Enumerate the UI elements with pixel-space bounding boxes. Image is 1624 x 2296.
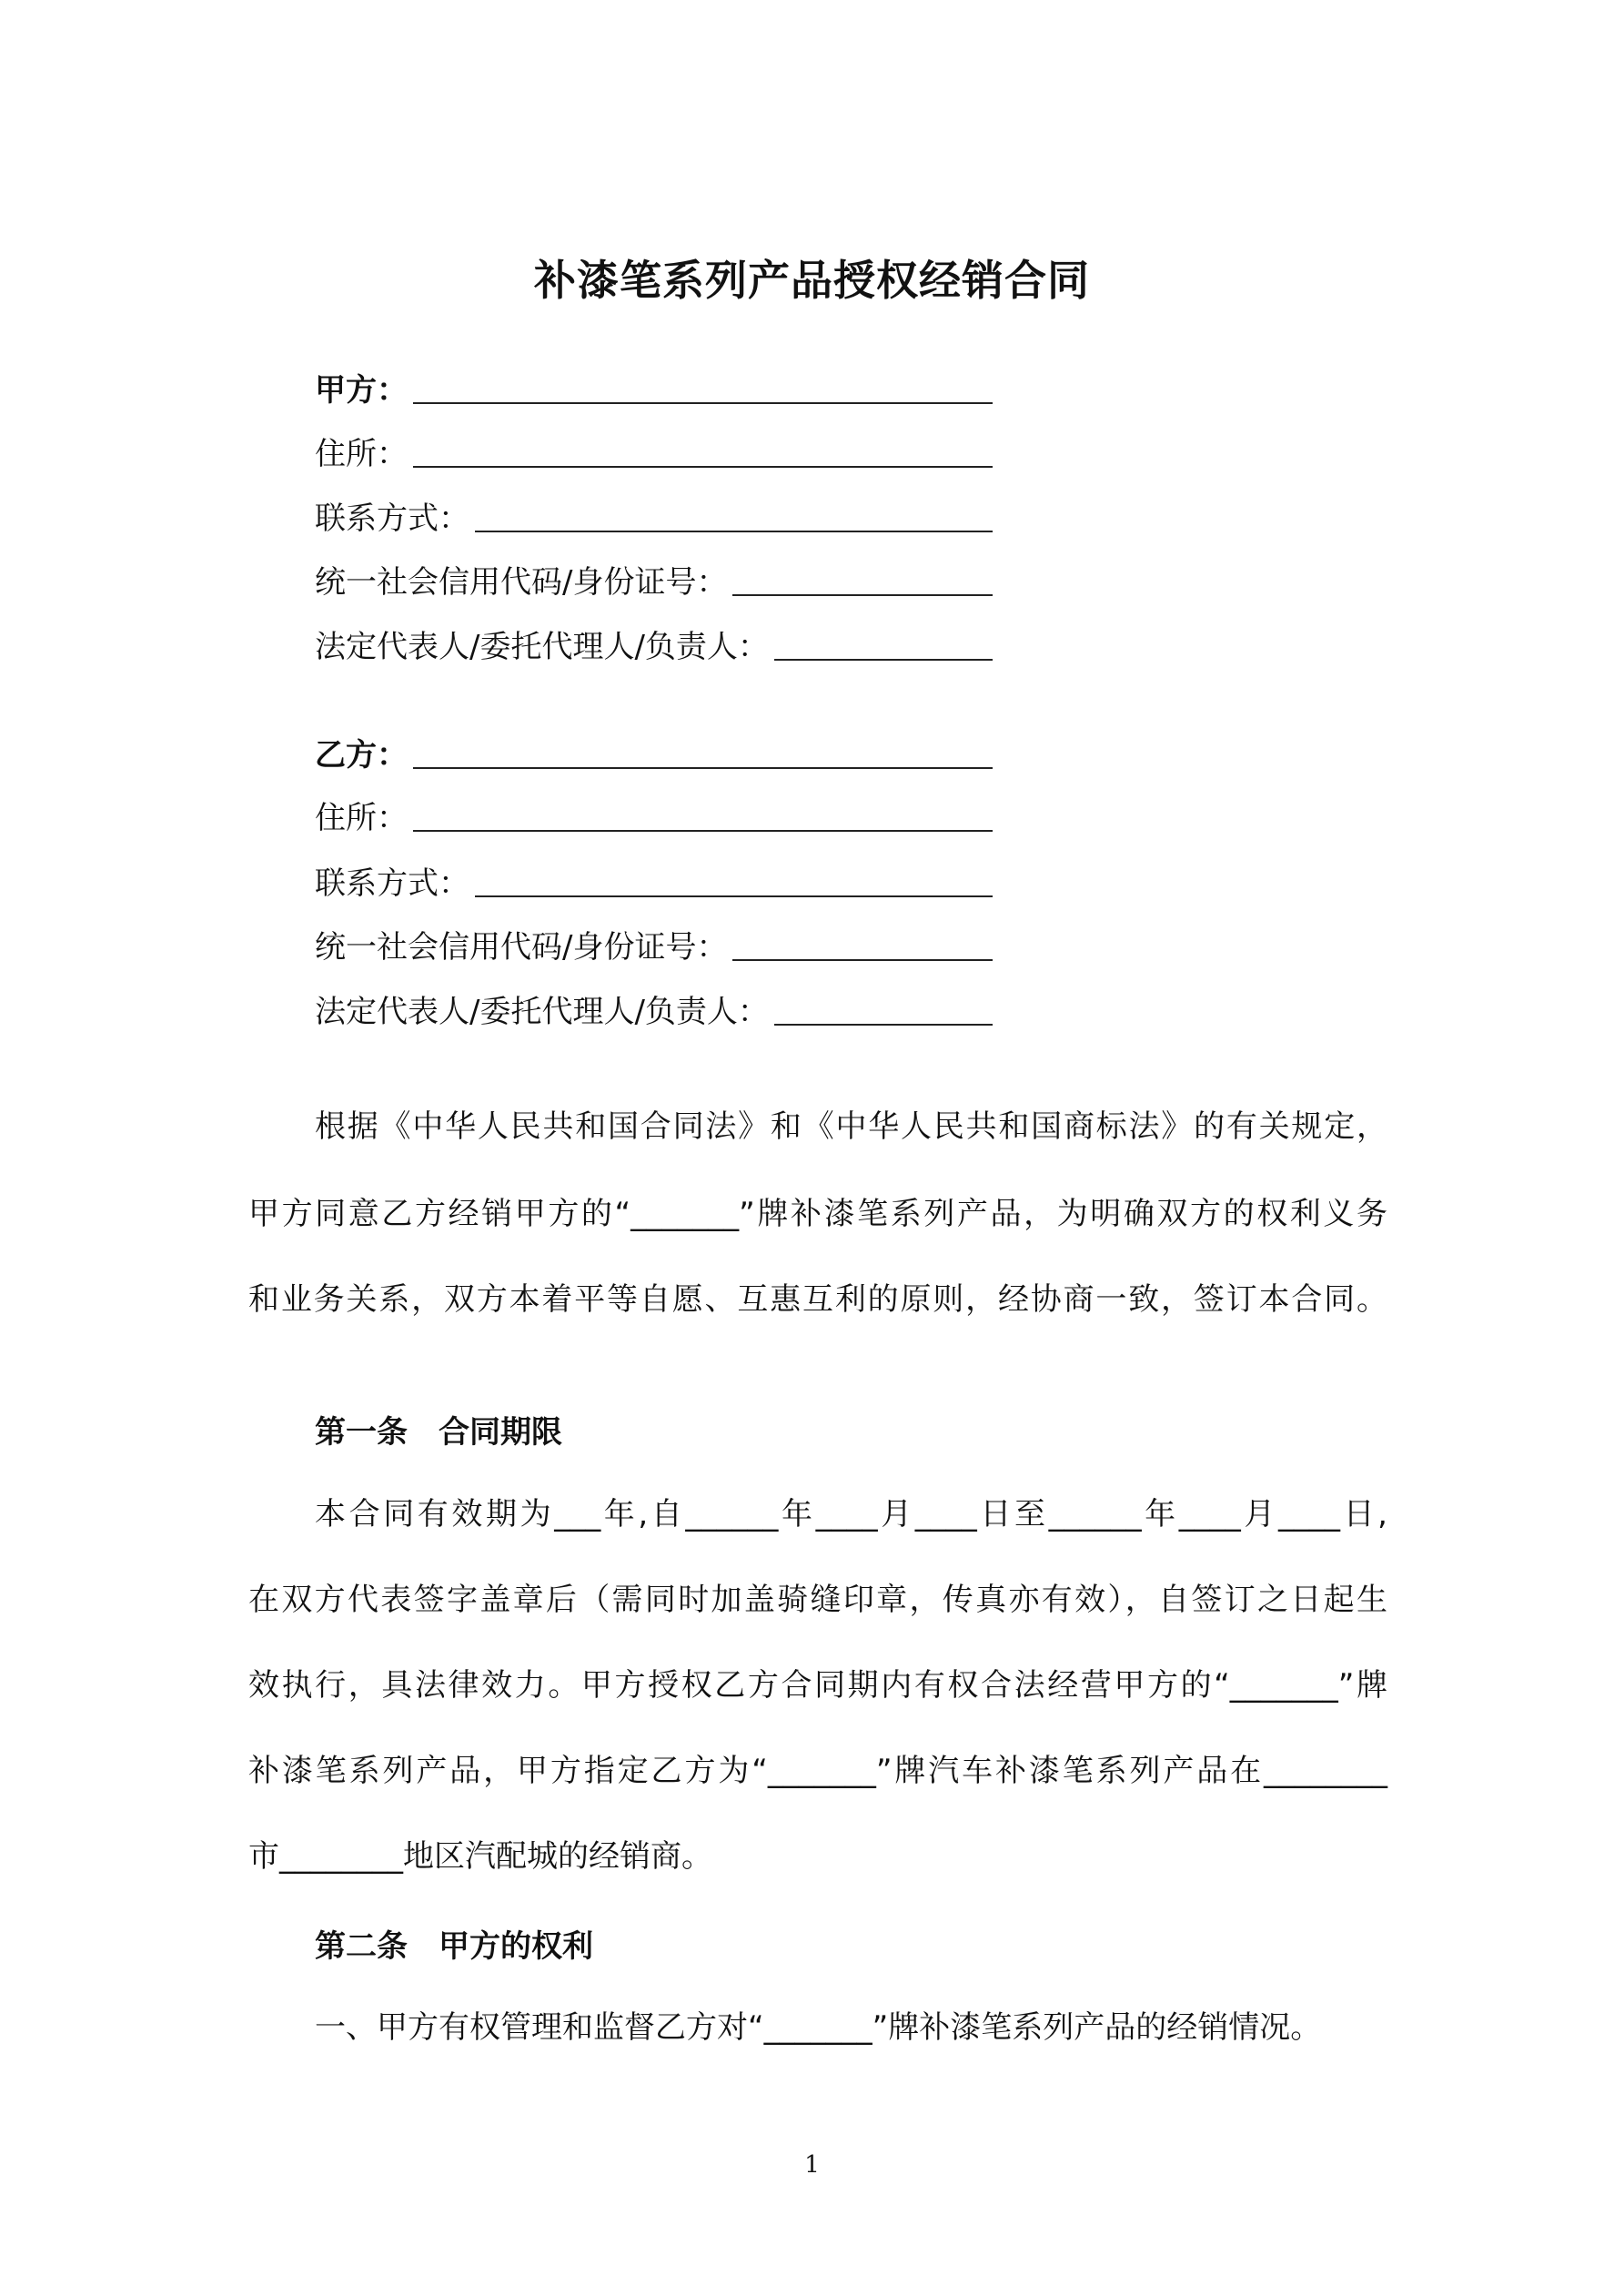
rep-label: 法定代表人/委托代理人/负责人： [315,994,769,1030]
id-label: 统一社会信用代码/身份证号： [315,929,728,966]
party-a-name-field[interactable] [315,368,993,410]
document-title: 补漆笔系列产品授权经销合同 [534,256,1090,305]
preamble-line: 根据《中华人民共和国合同法》和《中华人民共和国商标法》的有关规定， [315,1108,1387,1145]
party-b-contact-field[interactable] [315,861,993,903]
party-a-label: 甲方： [315,372,408,409]
blank-line [475,531,993,532]
article-1-line: 补漆笔系列产品，甲方指定乙方为“_______”牌汽车补漆笔系列产品在________ [248,1753,1387,1789]
party-b-label: 乙方： [315,737,408,774]
article-2-heading: 第二条 甲方的权利 [315,1928,593,1965]
blank-line [774,1024,993,1026]
blank-line [413,402,993,404]
blank-line [475,895,993,897]
address-label: 住所： [315,800,408,836]
article-1-heading: 第一条 合同期限 [315,1414,562,1451]
party-a-contact-field[interactable] [315,496,993,538]
party-a-id-field[interactable] [315,560,993,602]
blank-line [732,594,993,596]
party-b-id-field[interactable] [315,925,993,966]
party-b-address-field[interactable] [315,795,993,837]
blank-line [413,767,993,769]
contact-label: 联系方式： [315,865,469,902]
contact-label: 联系方式： [315,501,469,537]
article-1-line: 本合同有效期为___年,自______年____月____日至______年____月____日, [315,1496,1387,1532]
page-number: 1 [804,2151,820,2179]
id-label: 统一社会信用代码/身份证号： [315,564,728,601]
party-a-rep-field[interactable] [315,624,993,666]
blank-line [732,959,993,961]
blank-line [413,830,993,832]
address-label: 住所： [315,436,408,472]
article-1-line: 市________地区汽配城的经销商。 [248,1838,712,1875]
blank-line [413,466,993,468]
article-2-line: 一、甲方有权管理和监督乙方对“_______”牌补漆笔系列产品的经销情况。 [315,2009,1322,2046]
preamble-line: 和业务关系，双方本着平等自愿、互惠互利的原则，经协商一致，签订本合同。 [248,1281,1387,1318]
article-1-line: 效执行，具法律效力。甲方授权乙方合同期内有权合法经营甲方的“_______”牌 [248,1667,1387,1704]
party-b-rep-field[interactable] [315,989,993,1031]
rep-label: 法定代表人/委托代理人/负责人： [315,629,769,665]
party-b-name-field[interactable] [315,733,993,774]
blank-line [774,659,993,661]
party-a-address-field[interactable] [315,431,993,473]
preamble-line: 甲方同意乙方经销甲方的“_______”牌补漆笔系列产品，为明确双方的权利义务 [248,1196,1387,1232]
article-1-line: 在双方代表签字盖章后（需同时加盖骑缝印章，传真亦有效），自签订之日起生 [248,1582,1387,1618]
